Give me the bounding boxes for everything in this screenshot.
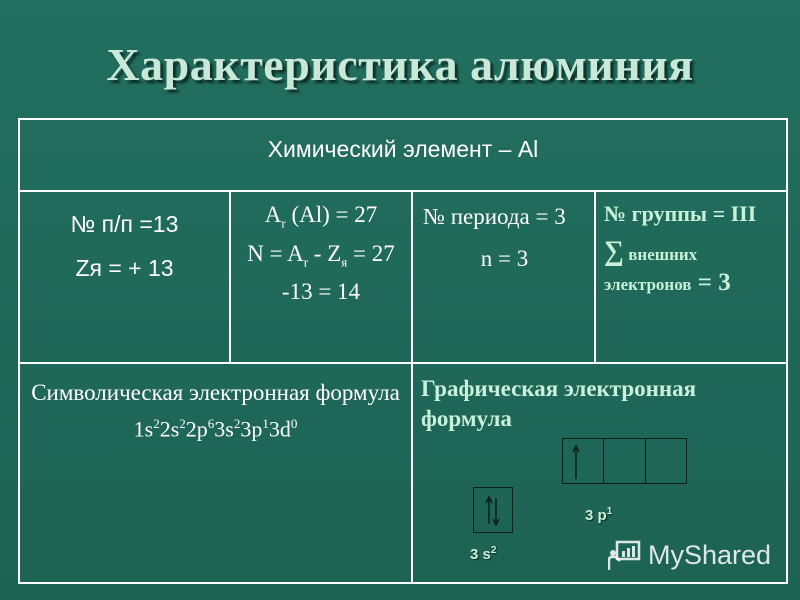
- group-cell: [594, 190, 788, 364]
- period-cell: [411, 190, 596, 364]
- atomic-mass-cell: [229, 190, 413, 364]
- period-number: № периода = 3: [423, 204, 566, 229]
- symbolic-formula-label: Символическая электронная формула: [31, 380, 400, 405]
- ordinal-number: № п/п =13: [70, 211, 179, 237]
- paired-arrows-icon: [474, 488, 512, 532]
- group-number: № группы = III: [604, 201, 757, 226]
- graphic-formula-label: Графическая электронная формула: [421, 376, 697, 431]
- neutron-count: $N = A_r - Z_я = 27$ -13 = 14: [247, 240, 395, 305]
- atomic-number-cell: [18, 190, 231, 364]
- symbolic-formula-cell: [18, 362, 413, 584]
- s-orbital-label: 3 $s^2$: [470, 545, 497, 563]
- nuclear-charge: Zя = + 13: [75, 255, 174, 281]
- relative-mass: $A_r$ (Al) = 27: [264, 202, 378, 231]
- watermark: [608, 538, 771, 572]
- electron-configuration: $1s^22s^22p^63s^23p^13d^0$: [133, 416, 298, 442]
- watermark-text: MyShared: [648, 539, 772, 570]
- s-orbital-box: [473, 487, 513, 533]
- up-arrow-icon: [563, 439, 603, 483]
- p-orbital-label: 3 $p^1$: [585, 506, 613, 524]
- p-orbital-boxes: [562, 438, 687, 484]
- p-orbital-box: [563, 439, 604, 483]
- table-header-cell: [18, 118, 788, 192]
- presentation-board-icon: [608, 538, 642, 572]
- slide-title: Характеристика алюминия: [106, 39, 694, 90]
- energy-level-count: n = 3: [480, 246, 529, 271]
- p-orbital-box: [646, 439, 686, 483]
- p-orbital-box: [604, 439, 645, 483]
- element-label: Химический элемент – Al: [267, 136, 539, 162]
- valence-electrons: ∑ внешних электронов = 3: [604, 236, 731, 296]
